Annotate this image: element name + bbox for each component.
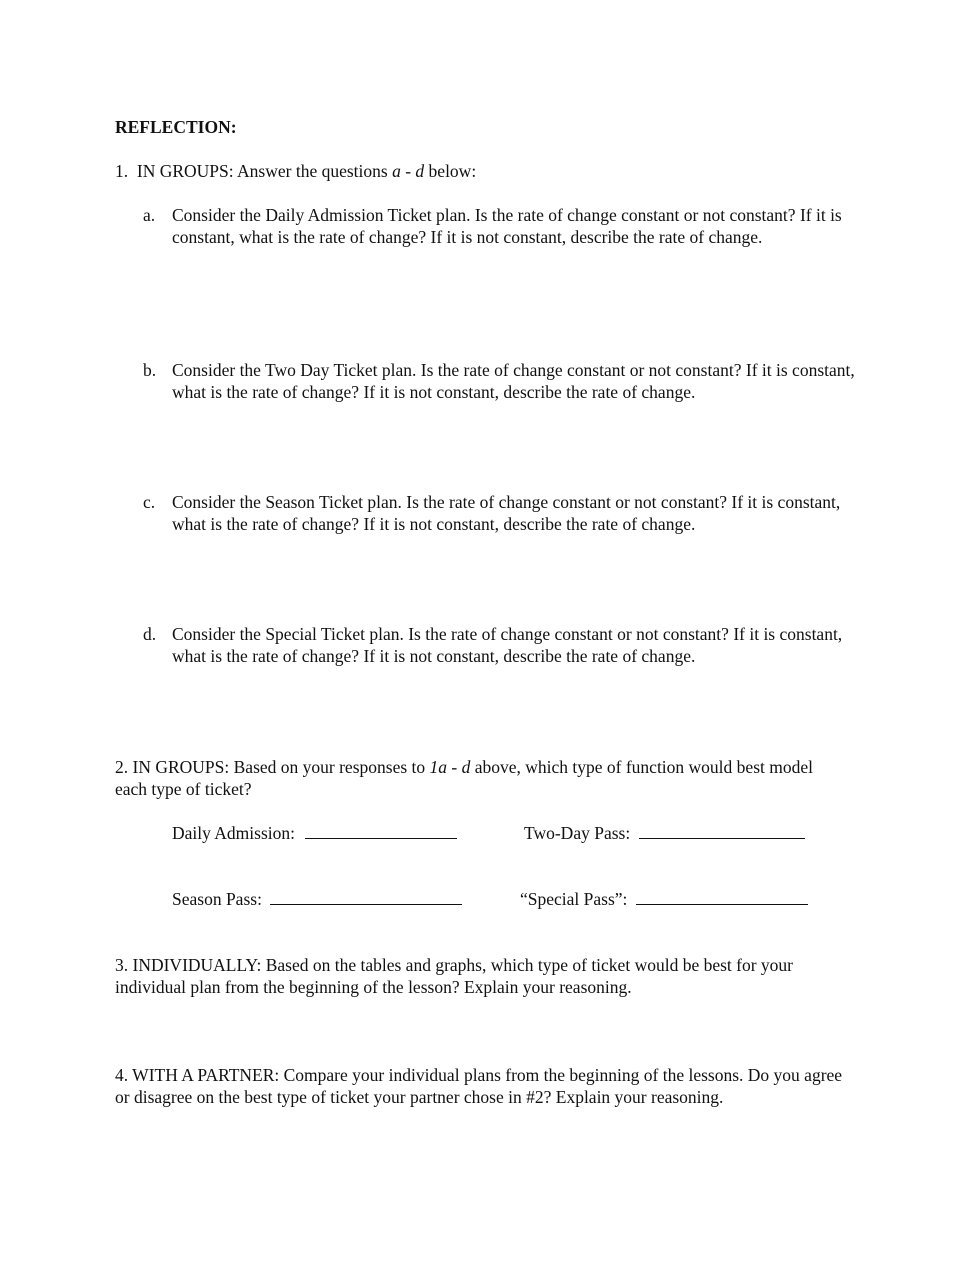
two-day-pass-field — [524, 822, 805, 844]
special-pass-blank[interactable] — [636, 888, 808, 905]
subquestion-letter: c. — [143, 492, 156, 512]
special-pass-label: “Special Pass”: — [520, 889, 628, 909]
season-pass-blank[interactable] — [270, 888, 462, 905]
question-1-number: 1. — [115, 161, 129, 181]
two-day-pass-label: Two-Day Pass: — [524, 823, 631, 843]
question-2-suffix: above, which type of function would best model each type of ticket? — [115, 757, 813, 799]
daily-admission-field — [172, 822, 457, 844]
question-3-prompt: 3. INDIVIDUALLY: Based on the tables and graphs, which type of ticket would be best for your individual plan from the beginning of the lesson? Explain your reasoning. — [115, 955, 794, 997]
question-1-prompt — [115, 160, 476, 182]
daily-admission-label: Daily Admission: — [172, 823, 295, 843]
question-1-label: IN GROUPS: Answer the questions — [136, 161, 388, 181]
subquestion-letter: d. — [143, 624, 157, 644]
special-pass-field — [520, 888, 808, 910]
daily-admission-blank[interactable] — [305, 822, 457, 839]
two-day-pass-blank[interactable] — [639, 822, 805, 839]
question-4-prompt: 4. WITH A PARTNER: Compare your individual plans from the beginning of the lessons. Do you agree or disagree on the best type of ticket your partner chose in #2? Explain your reasoning. — [115, 1065, 843, 1107]
subquestion-text: Consider the Season Ticket plan. Is the rate of change constant or not constant? If it is constant, what is the rate of change? If it is not constant, describe the rate of change. — [172, 492, 841, 534]
question-1-suffix: below: — [428, 161, 477, 181]
subquestion-text: Consider the Two Day Ticket plan. Is the rate of change constant or not constant? If it is constant, what is the rate of change? If it is not constant, describe the rate of change. — [172, 360, 855, 402]
question-2-prefix: 2. IN GROUPS: Based on your responses to — [115, 757, 426, 777]
season-pass-field — [172, 888, 462, 910]
subquestion-text: Consider the Special Ticket plan. Is the rate of change constant or not constant? If it is constant, what is the rate of change? If it is not constant, describe the rate of change. — [172, 624, 843, 666]
subquestion-letter: a. — [143, 205, 156, 225]
question-2-ref: 1a - d — [429, 757, 471, 777]
question-1-range: a - d — [392, 161, 425, 181]
subquestion-letter: b. — [143, 360, 157, 380]
page-heading: REFLECTION: — [115, 117, 237, 137]
season-pass-label: Season Pass: — [172, 889, 262, 909]
question-2-prompt — [115, 756, 845, 800]
subquestion-text: Consider the Daily Admission Ticket plan. Is the rate of change constant or not constant? If it is constant, what is the rate of change? If it is not constant, describe the rate of change. — [172, 205, 842, 247]
